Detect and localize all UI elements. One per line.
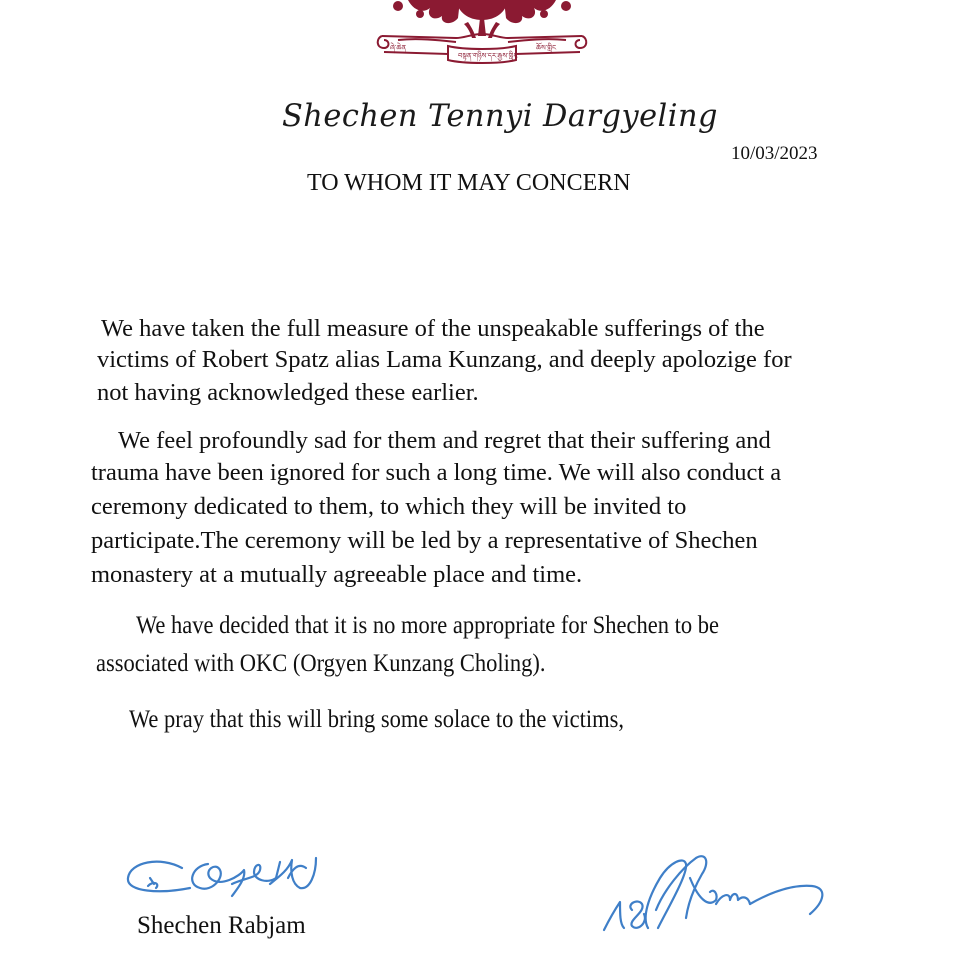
paragraph-2-line-3: ceremony dedicated to them, to which they will be invited to bbox=[91, 493, 687, 520]
letter-date: 10/03/2023 bbox=[731, 143, 818, 164]
organization-name: Shechen Tennyi Dargyeling bbox=[282, 98, 718, 134]
logo-inscription-center: བསྟན་གཉིས་དར་རྒྱས་གླིང bbox=[458, 52, 518, 60]
letter-heading: TO WHOM IT MAY CONCERN bbox=[307, 170, 631, 196]
paragraph-1-line-1: We have taken the full measure of the unspeakable sufferings of the bbox=[101, 315, 765, 342]
signatory-name: Shechen Rabjam bbox=[137, 912, 306, 939]
paragraph-3-line-2: associated with OKC (Orgyen Kunzang Choling). bbox=[96, 650, 546, 677]
signature-right bbox=[598, 838, 838, 938]
logo-inscription-right: ཆོས་གླིང bbox=[536, 44, 557, 52]
monastery-logo bbox=[368, 0, 596, 66]
paragraph-4-line-1: We pray that this will bring some solace to the victims, bbox=[129, 706, 624, 733]
paragraph-1-line-3: not having acknowledged these earlier. bbox=[97, 379, 479, 406]
logo-inscription-left: ཞེ་ཆེན bbox=[390, 44, 407, 52]
paragraph-2-line-4: participate.The ceremony will be led by a representative of Shechen bbox=[91, 527, 758, 554]
signature-left bbox=[120, 848, 340, 918]
paragraph-2-line-2: trauma have been ignored for such a long time. We will also conduct a bbox=[91, 459, 782, 486]
paragraph-1-line-2: victims of Robert Spatz alias Lama Kunzang, and deeply apolozige for bbox=[97, 346, 792, 373]
paragraph-2-line-1: We feel profoundly sad for them and regret that their suffering and bbox=[118, 427, 771, 454]
paragraph-3-line-1: We have decided that it is no more appropriate for Shechen to be bbox=[136, 612, 719, 639]
paragraph-2-line-5: monastery at a mutually agreeable place and time. bbox=[91, 561, 583, 588]
